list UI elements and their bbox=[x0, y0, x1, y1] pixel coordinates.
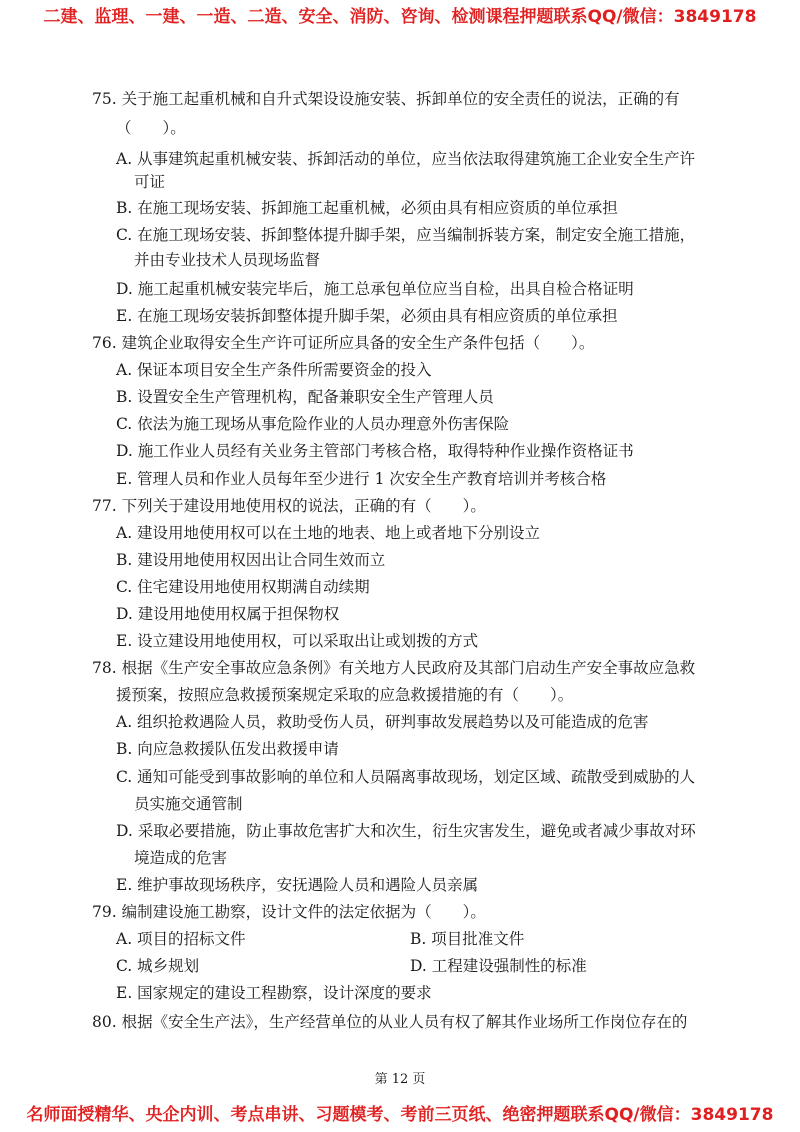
question-79-option-a: A. 项目的招标文件 bbox=[116, 930, 246, 948]
question-75-stem: 75. 关于施工起重机械和自升式架设设施安装、拆卸单位的安全责任的说法，正确的有 bbox=[92, 90, 680, 108]
question-77-option-b: B. 建设用地使用权因出让合同生效而立 bbox=[116, 551, 386, 569]
question-75-option-a-cont: 可证 bbox=[134, 173, 166, 191]
question-76-option-a: A. 保证本项目安全生产条件所需要资金的投入 bbox=[116, 361, 432, 379]
question-78-option-b: B. 向应急救援队伍发出救援申请 bbox=[116, 740, 339, 758]
question-79-option-e: E. 国家规定的建设工程勘察，设计深度的要求 bbox=[116, 984, 432, 1002]
question-75-option-c: C. 在施工现场安装、拆卸整体提升脚手架，应当编制拆装方案，制定安全施工措施， bbox=[116, 226, 696, 244]
question-75-stem-cont: （ ）。 bbox=[116, 119, 186, 137]
question-75-option-a: A. 从事建筑起重机械安装、拆卸活动的单位，应当依法取得建筑施工企业安全生产许 bbox=[116, 150, 696, 168]
question-76-option-c: C. 依法为施工现场从事危险作业的人员办理意外伤害保险 bbox=[116, 415, 510, 433]
question-76-option-e: E. 管理人员和作业人员每年至少进行 1 次安全生产教育培训并考核合格 bbox=[116, 470, 607, 488]
question-77-option-c: C. 住宅建设用地使用权期满自动续期 bbox=[116, 578, 370, 596]
question-77-option-d: D. 建设用地使用权属于担保物权 bbox=[116, 605, 340, 623]
page-number: 第 12 页 bbox=[374, 1072, 426, 1087]
question-75-option-c-cont: 并由专业技术人员现场监督 bbox=[134, 251, 321, 269]
question-79-option-d: D. 工程建设强制性的标准 bbox=[410, 957, 587, 975]
question-80-stem: 80. 根据《安全生产法》，生产经营单位的从业人员有权了解其作业场所工作岗位存在的 bbox=[92, 1013, 688, 1031]
header-banner: 二建、监理、一建、一造、二造、安全、消防、咨询、检测课程押题联系QQ/微信：3849178 bbox=[43, 7, 757, 27]
question-79-stem: 79. 编制建设施工勘察，设计文件的法定依据为（ ）。 bbox=[92, 903, 486, 921]
question-79-option-c: C. 城乡规划 bbox=[116, 957, 200, 975]
question-78-option-e: E. 维护事故现场秩序，安抚遇险人员和遇险人员亲属 bbox=[116, 876, 479, 894]
question-77-stem: 77. 下列关于建设用地使用权的说法，正确的有（ ）。 bbox=[92, 497, 486, 515]
question-75-option-e: E. 在施工现场安装拆卸整体提升脚手架，必须由具有相应资质的单位承担 bbox=[116, 307, 618, 325]
question-78-stem-cont: 援预案，按照应急救援预案规定采取的应急救援措施的有（ ）。 bbox=[116, 686, 574, 704]
footer-banner: 名师面授精华、央企内训、考点串讲、习题模考、考前三页纸、绝密押题联系QQ/微信：3849178 bbox=[26, 1105, 774, 1125]
question-78-option-d-cont: 境造成的危害 bbox=[134, 849, 228, 867]
question-77-option-a: A. 建设用地使用权可以在土地的地表、地上或者地下分别设立 bbox=[116, 524, 541, 542]
question-79-option-b: B. 项目批准文件 bbox=[410, 930, 525, 948]
question-75-option-b: B. 在施工现场安装、拆卸施工起重机械，必须由具有相应资质的单位承担 bbox=[116, 199, 618, 217]
question-76-stem: 76. 建筑企业取得安全生产许可证所应具备的安全生产条件包括（ ）。 bbox=[92, 334, 595, 352]
question-77-option-e: E. 设立建设用地使用权，可以采取出让或划拨的方式 bbox=[116, 632, 479, 650]
question-78-option-c-cont: 员实施交通管制 bbox=[134, 795, 243, 813]
question-78-stem: 78. 根据《生产安全事故应急条例》有关地方人民政府及其部门启动生产安全事故应急救 bbox=[92, 659, 696, 677]
question-78-option-d: D. 采取必要措施，防止事故危害扩大和次生，衍生灾害发生，避免或者减少事故对环 bbox=[116, 822, 696, 840]
question-78-option-c: C. 通知可能受到事故影响的单位和人员隔离事故现场，划定区域、疏散受到威胁的人 bbox=[116, 768, 696, 786]
question-76-option-d: D. 施工作业人员经有关业务主管部门考核合格，取得特种作业操作资格证书 bbox=[116, 442, 634, 460]
question-76-option-b: B. 设置安全生产管理机构，配备兼职安全生产管理人员 bbox=[116, 388, 494, 406]
question-75-option-d: D. 施工起重机械安装完毕后，施工总承包单位应当自检，出具自检合格证明 bbox=[116, 280, 634, 298]
question-78-option-a: A. 组织抢救遇险人员，救助受伤人员，研判事故发展趋势以及可能造成的危害 bbox=[116, 713, 649, 731]
